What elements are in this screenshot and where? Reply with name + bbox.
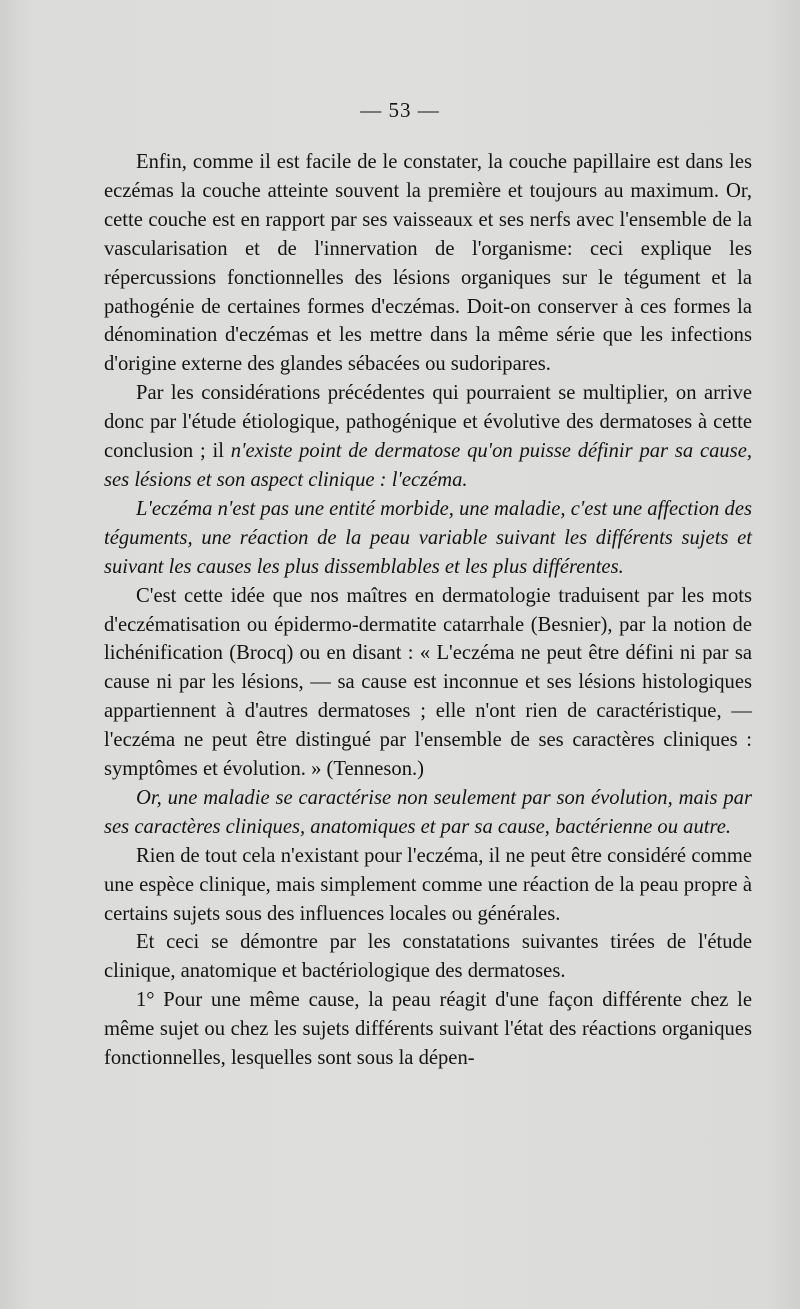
paragraph-text: Or, une maladie se caractérise non seulement par son évolution, mais par ses caractères cliniques, anatomiques et par sa cause, bactérienne ou autre.	[104, 786, 752, 838]
paragraph-demonstration	[104, 928, 752, 986]
paragraph-masters-quote	[104, 582, 752, 784]
paragraph-text: C'est cette idée que nos maîtres en dermatologie traduisent par les mots d'eczématisation ou épidermo-dermatite catarrhale (Besnier), par la notion de lichénification (Brocq) ou en disant : « L'eczéma ne peut être défini ni par sa cause ni par les lésions, — sa cause est inconnue et ses lésions histologiques appartiennent à d'autres dermatoses ; elle n'ont rien de caractéristique, — l'eczéma ne peut être distingué par l'ensemble de ses caractères cliniques : symptômes et évolution. » (Tenneson.)	[104, 584, 752, 781]
paragraph-papillary-layer	[104, 148, 752, 379]
paragraph-text: L'eczéma n'est pas une entité morbide, une maladie, c'est une affection des téguments, une réaction de la peau variable suivant les différents sujets et suivant les causes les plus dissemblables et les plus différentes.	[104, 497, 752, 578]
body-text	[104, 148, 752, 1073]
paragraph-text: 1° Pour une même cause, la peau réagit d'une façon différente chez le même sujet ou chez les sujets différents suivant l'état des réactions organiques fonctionnelles, lesquelles sont sous la dépen-	[104, 989, 752, 1070]
paragraph-eczema-definition	[104, 495, 752, 582]
paragraph-conclusion	[104, 379, 752, 495]
paragraph-emphasis: n'existe point de dermatose qu'on puisse définir par sa cause, ses lésions et son aspect clinique : l'eczéma.	[104, 440, 752, 491]
paragraph-point-one	[104, 986, 752, 1073]
paragraph-text: Rien de tout cela n'existant pour l'eczéma, il ne peut être considéré comme une espèce clinique, mais simplement comme une réaction de la peau propre à certains sujets sous des influences locales ou générales.	[104, 844, 752, 925]
paragraph-text: Et ceci se démontre par les constatations suivantes tirées de l'étude clinique, anatomique et bactériologique des dermatoses.	[104, 931, 752, 983]
page-number: — 53 —	[360, 98, 440, 122]
paragraph-clinical-species	[104, 842, 752, 929]
paragraph-disease-characteristics	[104, 784, 752, 842]
paragraph-text: Enfin, comme il est facile de le constater, la couche papillaire est dans les eczémas la couche atteinte souvent la première et toujours au maximum. Or, cette couche est en rapport par ses vaisseaux et ses nerfs avec l'ensemble de la vascularisation et de l'innervation de l'organisme: ceci explique les répercussions fonctionnelles des lésions organiques sur le tégument et la pathogénie de certaines formes d'eczémas. Doit-on conserver à ces formes la dénomination d'eczémas et les mettre dans la même série que les infections d'origine externe des glandes sébacées ou sudoripares.	[104, 151, 752, 376]
paragraph-text: Par les considérations précédentes qui pourraient se multiplier, on arrive donc par l'étude étiologique, pathogénique et évolutive des dermatoses à cette conclusion ; il	[104, 382, 752, 463]
